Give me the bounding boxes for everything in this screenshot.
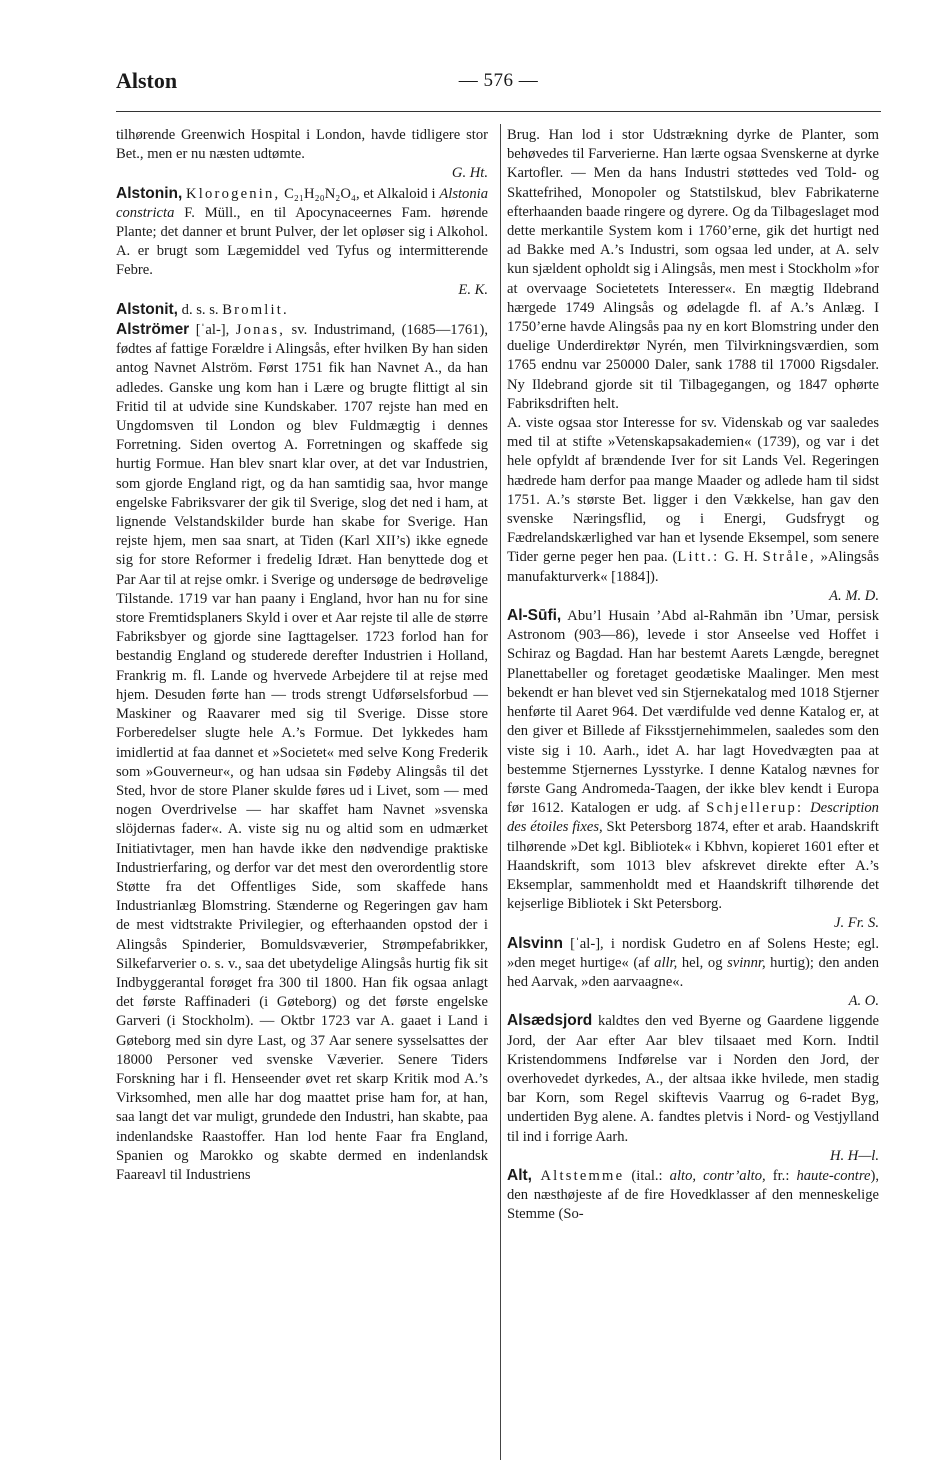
entry-signature: E. K. (458, 281, 488, 298)
column-divider (500, 124, 501, 1460)
entry-signature: A. M. D. (829, 587, 879, 604)
entry-signature: H. H—l. (829, 1147, 879, 1164)
entry-al-sufi: Al-Sūfi, Abu’l Husain ’Abd al-Rahmān ibn ’Umar, persisk Astronom (903—86), levede i stor Anseelse ved Hoffet i Schiraz og Bagdad. Han har bestemt Aarets Længde, beregnet Planettabeller og foretaget geodætiske Maalinger. Men mest bekendt er han blevet ved sin Stjernekatalog med 1018 Stjerner henførte til Aaret 964. Det værdifulde ved denne Katalog er, at den giver et Billede af Fiksstjernehimmelen, saaledes som den viste sig i 10. Aarh., idet A. har lagt Hovedvægten paa at bestemme Stjernernes Lysstyrke. I denne Katalog nævnes for første Gang Andromeda-Taagen, der ikke blev kendt i Europa før 1612. Katalogen er udg. af Schjellerup: Description des étoiles fixes, Skt Petersborg 1874, efter et arab. Haandskrift tilhørende »Det kgl. Bibliotek« i Kbhvn, kopieret 1601 efter et Haandskrift, som 1013 blev afskrevet direkte efter A.’s Eksemplar, sammenholdt med et Haandskrift tilhørende det kejserlige Bibliotek i Skt Petersborg. J. Fr. S. (507, 606, 879, 933)
entry-headword: Alsædsjord (507, 1012, 593, 1030)
entry-paragraph: A. viste ogsaa stor Interesse for sv. Videnskab og var saaledes med til at stifte »Vetenskapsakademien« (1739), og var i det hele opfyldt af brændende Iver for sit Lands Vel. Regeringen hædrede ham derfor paa mange Maader og adlede ham til sidst 1751. A.’s største Bet. ligger i den Vækkelse, han gav den svenske Næringsflid, og i Energi, Gudsfrygt og Fædrelandskærlighed var han et lysende Eksempel, som senere Tider gerne peger hen paa. (Litt.: G. H. Stråle, »Alingsås manufakturverk« [1884]). A. M. D. (507, 414, 879, 606)
entry-headword: Alt, (507, 1166, 532, 1184)
entry-headword: Al-Sūfi, (507, 607, 562, 625)
entry-alt: Alt, Altstemme (ital.: alto, contr’alto, fr.: haute-contre), den næsthøjeste af de fire Hovedklasser af den menneskelige Stemme (So- (507, 1166, 879, 1223)
entry-signature: J. Fr. S. (834, 915, 879, 932)
entry-alsvinn: Alsvinn [ˈal-], i nordisk Gudetro en af Solens Heste; egl. »den meget hurtige« (af allr, hel, og svinnr, hurtig); den anden hed Aarvak, »den aarvaagne«. A. O. (507, 934, 879, 1012)
right-column (507, 126, 879, 1225)
entry-signature: A. O. (848, 993, 879, 1010)
page-header (116, 68, 881, 98)
entry-headword: Alsvinn (507, 934, 563, 952)
entry-continuation: Brug. Han lod i stor Udstrækning dyrke de Planter, som behøvedes til Farverierne. Han lærte ogsaa Svenskerne at dyrke Kartofler. — Men da hans Industri støttedes ved Told- og Skattefrihed, Monopoler og Statstilskud, blev Fabrikaterne efterhaanden baade ringere og dyrere. Og da Tilbageslaget mod dette merkantile System kom i 1760’erne, gik det hurtigt ned ad Bakke med A.’s Industri, som ogsaa led under, at A. selv kun sjældent opholdt sig i Alingsås, men mest i Stockholm »for at overvaage Societetets Interesser«. En mægtig Ildebrand hærgede 1749 Alingsås og ødelagde fl. af A.’s Anlæg. I 1750’erne havde Alingsås paa ny en kort Blomstring under den duelige Underdirektør Nyrén, men Tilvirkningsværdien, som 1765 endnu var 250000 Daler, sank 1788 til 17000 Rigsdaler. Ny Ildebrand gjorde sit til Tilbagegangen, og 1847 ophørte Fabriksdriften helt. (507, 127, 879, 412)
left-column (116, 126, 488, 1185)
entry-alstonin: Alstonin, Klorogenin, C₂₁H₂₀N₂O₄, et Alkaloid i Alstonia constricta F. Müll., en til Apocynaceernes Fam. hørende Plante; det danner et brunt Pulver, der let opløser sig i Alkohol. A. er brugt som Lægemiddel ved Tyfus og intermitterende Febre. E. K. (116, 184, 488, 300)
entry-headword: Alstonit, (116, 300, 178, 318)
entry-alstromer: Alströmer [ˈal-], Jonas, sv. Industrimand, (1685—1761), fødtes af fattige Forældre i Alingsås, efter hvilken By han siden antog Navnet Alström. Først 1751 fik han Navnet A., da han adledes. Ganske ung kom han i Lære og brugte flittigt al sin Fritid til at udvide sine Kundskaber. 1707 rejste han med en Ungdomsven til London og blev Fuldmægtig i dennes Forretning. Siden overtog A. Forretningen og skaffede sig hurtig Formue. Han blev snart klar over, at det var Industrien, som gjorde England rigt, og da han samtidig saa, hvor mange engelske Fabriksvarer der gik til Sverige, slog det ned i ham, at lignende Velstandskilder burde han skabe for Sverige. Han rejste hjem, men saa snart, at Tiden (Karl XII’s) ikke egnede sig for store Reformer i fredelig Idræt. Han benyttede dog et Par Aar til at rejse omkr. i Sverige og undersøge de bedrøvelige Tilstande. 1719 var han paany i England, hvor han nu for sine store Fremtidsplaners Skyld i over et Aar rejste til alle de større Fabriksbyer og gjorde sine Iagttagelser. 1723 forlod han for bestandig England og studerede derefter Industrien i Holland, Frankrig m. fl. Lande og hvervede Arbejdere til at rejse med hjem. Desuden førte han — trods strengt Udførselsforbud — Maskiner og Raavarer med sig til Sverige. Disse store Forberedelser slugte hele A.’s Formue. Det lykkedes ham imidlertid at faa dannet et »Societet« med selve Kong Frederik som »Gouverneur«, og han udsaa sin Fødeby Alingsås til det Sted, hvor de store Planer skulde føres ud i Livet, som — med nogen Overdrivelse — har skaffet ham Navnet »svenska slöjdernas fader«. A. viste sig nu og altid som en udmærket Initiativtager, men han havde ikke den nødvendige praktiske Industrierfaring, og derfor var det mest den overordentlig store Støtte fra det Offentliges Side, som skaffede hans Industrianlæg Blomstring. Stænderne og Regeringen gav ham de mest vidtstrakte Privilegier, og efterhaanden opstod der i Alingsås Spinderier, Bomuldsvæverier, Strømpefabrikker, Silkefarverier o. s. v., saa det ubetydelige Alingsås hurtig fik sit Indbyggerantal forøget fra 300 til 1800. Han fik ogsaa anlagt det første Raffinaderi (i Gøteborg) og det første engelske Garveri (i Stockholm). — Oktbr 1723 var A. gaaet i Land i Gøteborg med sin dyre Last, og 37 Aar senere sysselsattes der 18000 Personer ved svenske Væverier. Senere Tiders Forskning har i fl. Henseender øvet ret skarp Kritik mod A.’s Virksomhed, men alle har dog maattet prise ham for, at han, saa langt det var muligt, grundede den Industri, han skabte, paa indenlandske Raastoffer. Han lod hente Faar fra England, Spanien og Marokko og skabte dermed en indenlandsk Faareavl til Industriens (116, 321, 488, 1183)
entry-signature: G. Ht. (451, 165, 488, 182)
entry-alsaedsjord: Alsædsjord kaldtes den ved Byerne og Gaardene liggende Jord, der Aar efter Aar blev tilsaaet med Korn. Indtil Kristendommens Indførelse var i Norden den Jord, der overhovedet dyrkedes, A., der altsaa ikke hvilede, men stadig bar Korn, som Regel skiftevis Vaarrug og 6-radet Byg, undertiden Byg alene. A. fandtes pletvis i Nord- og Vestjylland til ind i forrige Aarh. H. H—l. (507, 1011, 879, 1166)
entry-headword: Alstonin, (116, 184, 183, 202)
entry-alstonit: Alstonit, d. s. s. Bromlit. (116, 300, 289, 318)
running-headword: Alston (116, 68, 178, 93)
entry-continuation: tilhørende Greenwich Hospital i London, havde tidligere stor Bet., men er nu næsten udtømte. G. Ht. (116, 126, 488, 184)
page-number: — 576 — (458, 70, 539, 91)
entry-headword: Alströmer (116, 321, 190, 339)
header-rule (116, 111, 881, 112)
